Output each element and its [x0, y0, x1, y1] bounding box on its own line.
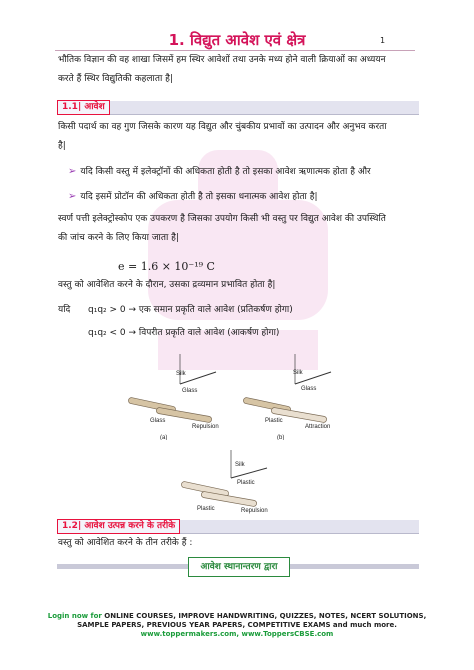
figure-a: [120, 350, 230, 440]
section-1-heading-bar: [57, 101, 419, 115]
footer-line-1: [0, 612, 474, 621]
condition-2-rhs: → विपरीत प्रकृति वाले आवेश (आकर्षण होगा): [128, 328, 280, 338]
condition-1-lhs: q₁q₂ > 0: [88, 305, 126, 315]
footer-line-2: SAMPLE PAPERS, PREVIOUS YEAR PAPERS, COMPETITIVE EXAMS and much more.: [77, 621, 397, 629]
intro-line-2: करते हैं स्थिर विद्युतिकी कहलाता है|: [58, 74, 173, 84]
fig-b-label-plastic: Plastic: [265, 418, 283, 424]
condition-2: [88, 325, 279, 338]
if-label: यदि: [58, 305, 71, 315]
footer-line-1-rest: ONLINE COURSES, IMPROVE HANDWRITING, QUIZZES, NOTES, NCERT SOLUTIONS,: [104, 612, 427, 620]
fig-a-label-glass-top: Glass: [182, 388, 198, 394]
condition-1: [88, 302, 293, 315]
charge-def-line-2: है|: [58, 141, 66, 151]
method-box-charge-transfer: आवेश स्थानान्तरण द्वारा: [188, 557, 290, 577]
condition-2-lhs: q₁q₂ < 0: [88, 328, 126, 338]
electroscope-paragraph: [58, 210, 418, 248]
figure-c: [175, 448, 285, 518]
page-number: 1: [380, 36, 386, 45]
bullet-electrons: ➢ यदि किसी वस्तु में इलेक्ट्रॉनों की अधिकता होती है तो इसका आवेश ऋणात्मक होता है और: [68, 166, 371, 177]
fig-b-label-attraction: Attraction: [305, 424, 331, 430]
section-1-heading: 1.1| आवेश: [57, 100, 110, 115]
condition-1-rhs: → एक समान प्रकृति वाले आवेश (प्रतिकर्षण होगा): [128, 305, 293, 315]
footer: [0, 612, 474, 639]
charge-equation: e = 1.6 × 10⁻¹⁹ C: [118, 260, 215, 273]
mass-effect-line: वस्तु को आवेशित करने के दौरान, उसका द्रव्यमान प्रभावित होता है|: [58, 280, 276, 290]
fig-c-label-plastic-top: Plastic: [237, 480, 255, 486]
figure-b: [235, 350, 345, 440]
section-2-heading: 1.2| आवेश उत्पन्न करने के तरीके: [57, 519, 180, 534]
fig-b-label-glass: Glass: [301, 386, 317, 392]
bullet-arrow-icon: ➢: [68, 191, 77, 202]
methods-intro: वस्तु को आवेशित करने के तीन तरीके हैं :: [58, 538, 193, 548]
intro-paragraph: [58, 51, 418, 89]
fig-a-label-silk: Silk: [176, 371, 186, 377]
fig-a-label-repulsion: Repulsion: [192, 424, 219, 430]
footer-websites-link[interactable]: www.toppermakers.com, www.ToppersCBSE.com: [140, 630, 334, 638]
fig-a-label-glass-bottom: Glass: [150, 418, 166, 424]
charge-def-line-1: किसी पदार्थ का वह गुण जिसके कारण यह विद्युत और चुंबकीय प्रभावों का उत्पादन और अनुभव करता: [58, 122, 387, 132]
fig-a-caption: (a): [160, 435, 168, 440]
bullet-arrow-icon: ➢: [68, 166, 77, 177]
electroscope-line-2: की जांच करने के लिए किया जाता है|: [58, 233, 179, 243]
fig-c-label-repulsion: Repulsion: [241, 508, 268, 514]
electroscope-line-1: स्वर्ण पत्ती इलेक्ट्रोस्कोप एक उपकरण है जिसका उपयोग किसी भी वस्तु पर विद्युत आवेश की उपस्थिति: [58, 214, 386, 224]
fig-b-label-silk: Silk: [293, 370, 303, 376]
intro-line-1: भौतिक विज्ञान की वह शाखा जिसमें हम स्थिर आवेशों तथा उनके मध्य होने वाली क्रियाओं का अध्ययन: [58, 55, 386, 65]
page-title: 1. विद्युत आवेश एवं क्षेत्र: [168, 31, 306, 49]
bullet-protons: ➢ यदि इसमें प्रोटॉन की अधिकता होती है तो इसका धनात्मक आवेश होता है|: [68, 191, 318, 202]
fig-c-label-plastic-bottom: Plastic: [197, 506, 215, 512]
fig-c-label-silk: Silk: [235, 462, 245, 468]
footer-login-link[interactable]: Login now for: [47, 612, 102, 620]
fig-b-caption: (b): [277, 435, 285, 440]
charge-definition: [58, 118, 418, 156]
